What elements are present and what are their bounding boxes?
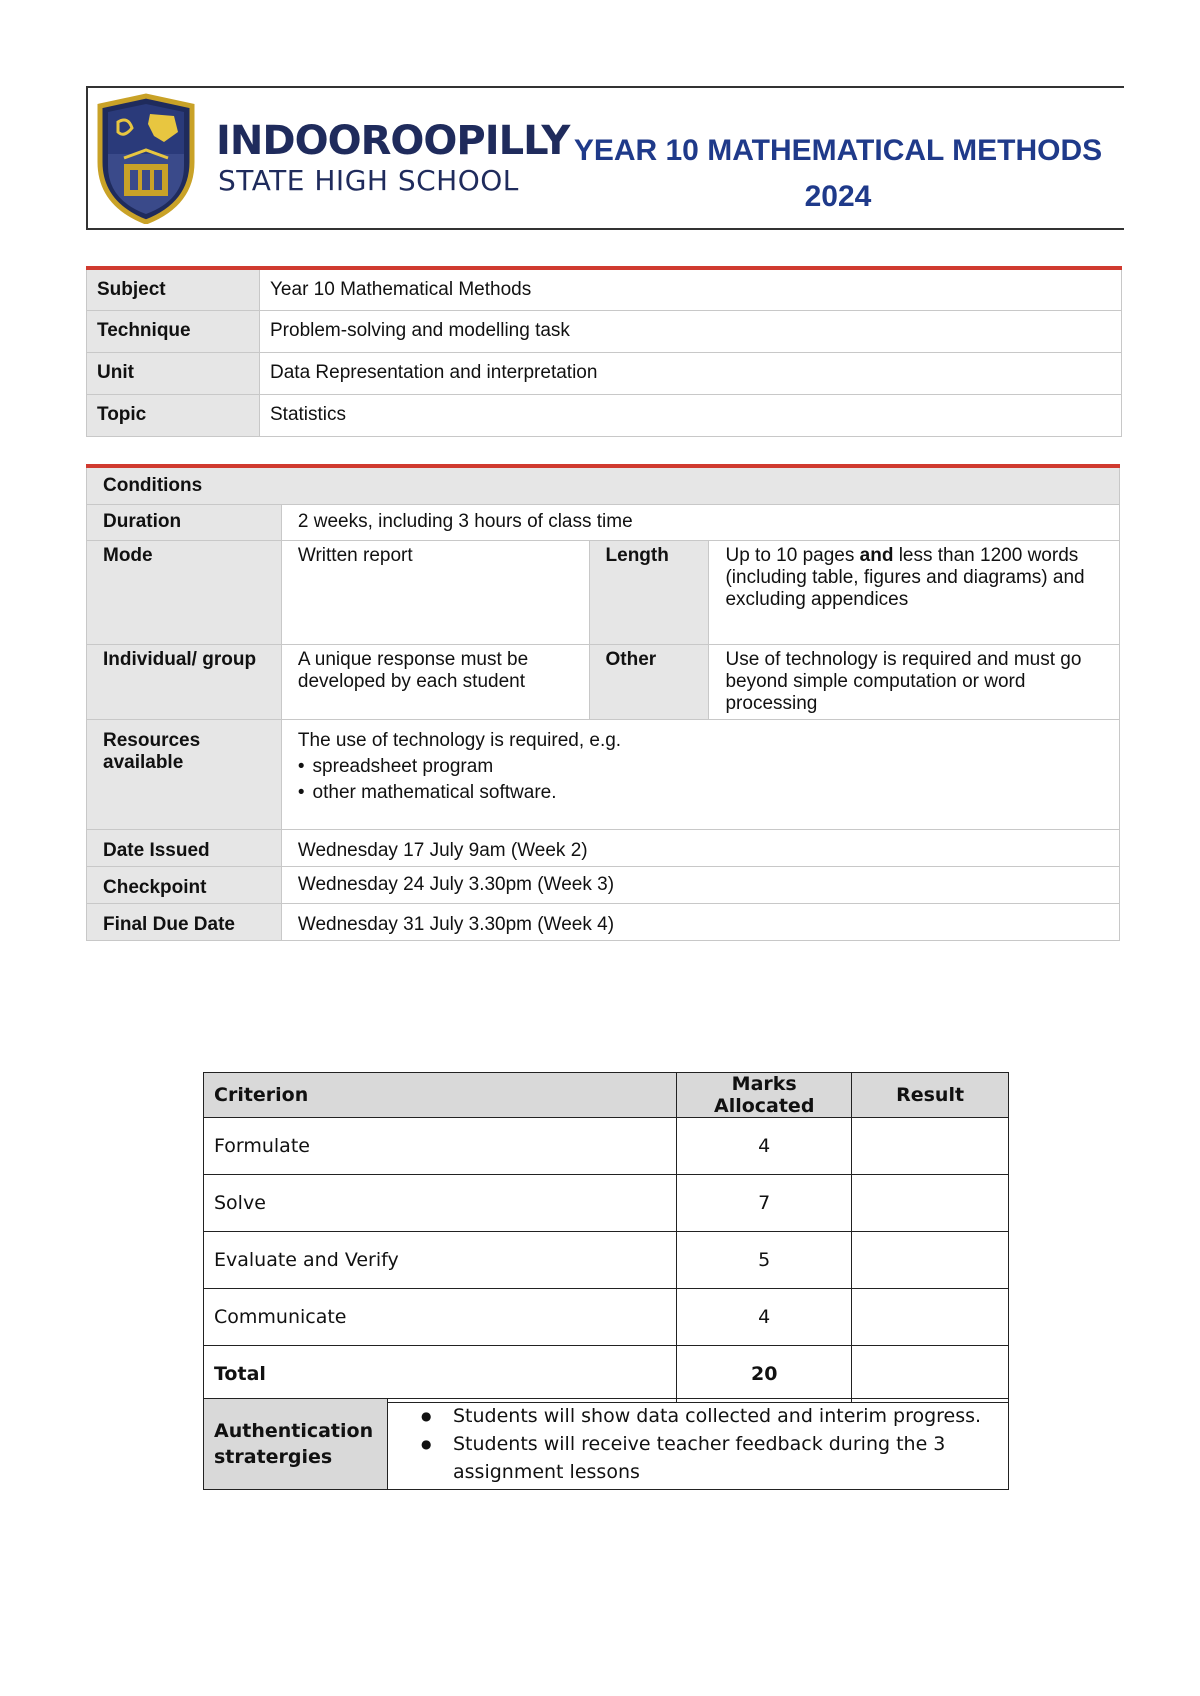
individual-group-label: Individual/ group <box>87 644 282 719</box>
topic-value: Statistics <box>260 394 1122 436</box>
table-row <box>87 394 1122 436</box>
table-row <box>87 866 1120 903</box>
document-header <box>86 86 1124 230</box>
unit-label: Unit <box>87 352 260 394</box>
list-item: ● Students will receive teacher feedback during the 3 assignment lessons <box>421 1430 1007 1486</box>
criterion-name: Solve <box>204 1175 677 1232</box>
subject-label: Subject <box>87 268 260 310</box>
authentication-value <box>388 1399 1009 1490</box>
unit-value: Data Representation and interpretation <box>260 352 1122 394</box>
table-row <box>87 829 1120 866</box>
title-line-2: 2024 <box>804 180 872 213</box>
table-row <box>204 1399 1009 1490</box>
duration-label: Duration <box>87 504 282 540</box>
criterion-name: Communicate <box>204 1289 677 1346</box>
table-row <box>87 466 1120 504</box>
criterion-marks: 4 <box>677 1289 852 1346</box>
checkpoint-label: Checkpoint <box>87 866 282 903</box>
table-row <box>87 268 1122 310</box>
document-title <box>558 128 1118 220</box>
school-name: INDOOROOPILLY <box>216 118 570 164</box>
list-item: ● Students will show data collected and interim progress. <box>421 1402 1007 1430</box>
date-issued-label: Date Issued <box>87 829 282 866</box>
criterion-marks: 5 <box>677 1232 852 1289</box>
length-text-bold: and <box>859 544 894 566</box>
resources-label: Resources available <box>87 719 282 829</box>
criteria-table <box>203 1072 1009 1403</box>
table-row <box>204 1289 1009 1346</box>
table-row <box>87 352 1122 394</box>
technique-value: Problem-solving and modelling task <box>260 310 1122 352</box>
topic-label: Topic <box>87 394 260 436</box>
other-label: Other <box>589 644 709 719</box>
conditions-table <box>86 464 1120 941</box>
subject-value: Year 10 Mathematical Methods <box>260 268 1122 310</box>
individual-group-value: A unique response must be developed by each student <box>281 644 589 719</box>
criterion-result[interactable] <box>852 1289 1009 1346</box>
length-value <box>709 540 1120 644</box>
authentication-table <box>203 1398 1009 1490</box>
total-row <box>204 1346 1009 1403</box>
mode-value: Written report <box>281 540 589 644</box>
length-label: Length <box>589 540 709 644</box>
criterion-marks: 7 <box>677 1175 852 1232</box>
marks-header: Marks Allocated <box>677 1073 852 1118</box>
result-header: Result <box>852 1073 1009 1118</box>
list-item: • spreadsheet program <box>298 756 1103 778</box>
criterion-result[interactable] <box>852 1175 1009 1232</box>
authentication-label: Authentication stratergies <box>204 1399 388 1490</box>
table-row <box>204 1118 1009 1175</box>
length-text-a: Up to 10 pages <box>725 544 860 566</box>
duration-value: 2 weeks, including 3 hours of class time <box>281 504 1119 540</box>
resources-value <box>281 719 1119 829</box>
school-crest-icon <box>94 92 198 224</box>
table-row <box>87 903 1120 940</box>
resources-intro: The use of technology is required, e.g. <box>297 729 622 751</box>
criterion-result[interactable] <box>852 1232 1009 1289</box>
list-item: • other mathematical software. <box>298 782 1103 804</box>
length-text-b: less than 1200 words (including table, figures and diagrams) and excluding appendices <box>725 544 1085 610</box>
checkpoint-value: Wednesday 24 July 3.30pm (Week 3) <box>281 866 1119 903</box>
table-row <box>87 719 1120 829</box>
table-row <box>87 540 1120 644</box>
table-row <box>204 1175 1009 1232</box>
title-line-1: YEAR 10 MATHEMATICAL METHODS <box>573 134 1103 167</box>
school-subtitle: STATE HIGH SCHOOL <box>218 164 519 197</box>
table-header-row <box>204 1073 1009 1118</box>
resources-list <box>298 756 1103 804</box>
mode-label: Mode <box>87 540 282 644</box>
other-value: Use of technology is required and must go beyond simple computation or word processing <box>709 644 1120 719</box>
criterion-header: Criterion <box>204 1073 677 1118</box>
conditions-heading: Conditions <box>87 466 1120 504</box>
authentication-list <box>389 1400 1007 1488</box>
criterion-result[interactable] <box>852 1118 1009 1175</box>
criterion-name: Formulate <box>204 1118 677 1175</box>
table-row <box>204 1232 1009 1289</box>
total-result[interactable] <box>852 1346 1009 1403</box>
criterion-name: Evaluate and Verify <box>204 1232 677 1289</box>
total-label: Total <box>204 1346 677 1403</box>
criterion-marks: 4 <box>677 1118 852 1175</box>
subject-info-table <box>86 266 1122 437</box>
final-due-value: Wednesday 31 July 3.30pm (Week 4) <box>281 903 1119 940</box>
technique-label: Technique <box>87 310 260 352</box>
date-issued-value: Wednesday 17 July 9am (Week 2) <box>281 829 1119 866</box>
table-row <box>87 504 1120 540</box>
table-row <box>87 644 1120 719</box>
total-marks: 20 <box>677 1346 852 1403</box>
table-row <box>87 310 1122 352</box>
final-due-label: Final Due Date <box>87 903 282 940</box>
